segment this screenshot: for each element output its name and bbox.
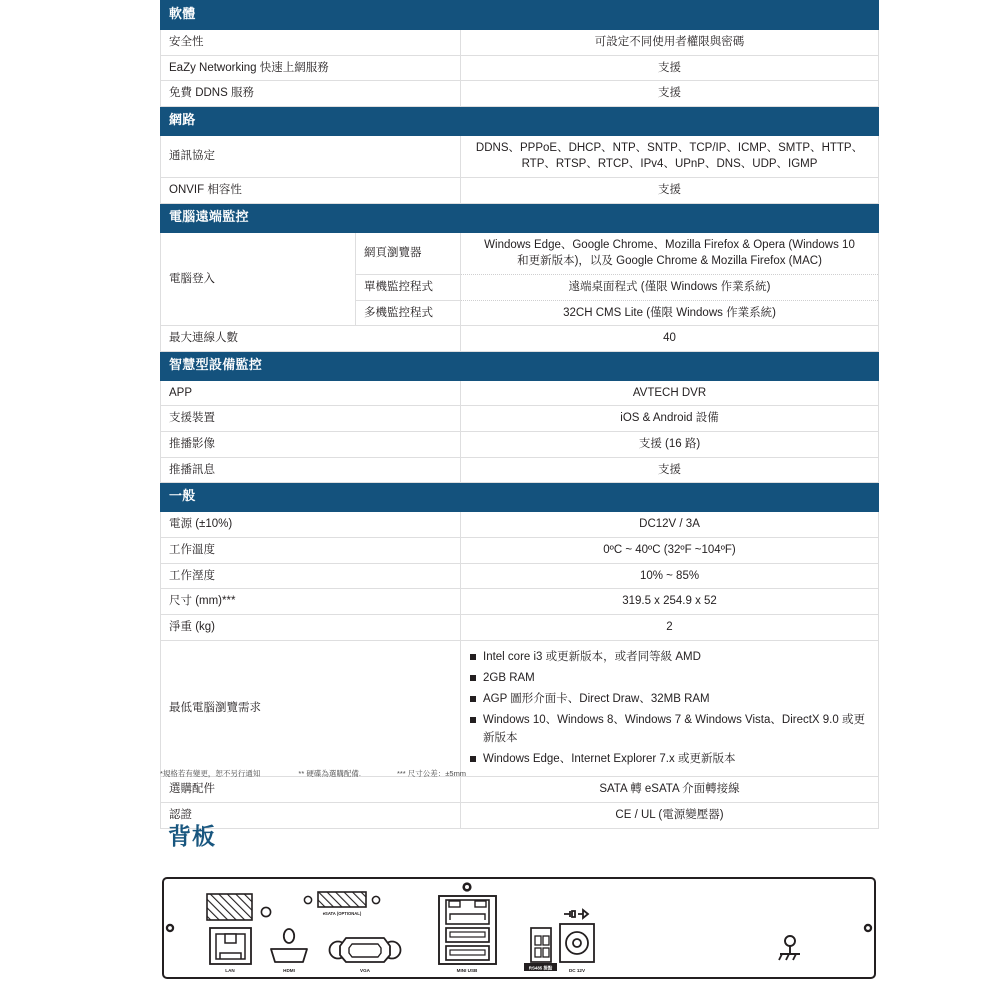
- list-item: Windows Edge、Internet Explorer 7.x 或更新版本: [469, 751, 870, 768]
- section-header-general: [161, 483, 879, 512]
- lan-port-icon: [210, 928, 251, 964]
- table-row: [161, 81, 879, 107]
- table-row: [161, 29, 879, 55]
- row-label: 工作溫度: [161, 537, 461, 563]
- row-value: 可設定不同使用者權限與密碼: [461, 29, 879, 55]
- table-row: [161, 432, 879, 458]
- row-label: 選購配件: [161, 777, 461, 803]
- row-value: SATA 轉 eSATA 介面轉接線: [461, 777, 879, 803]
- section-header-network: [161, 106, 879, 135]
- section-title: 電腦遠端監控: [161, 203, 879, 232]
- screw-hole-icon: [372, 896, 379, 903]
- row-label: 尺寸 (mm)***: [161, 589, 461, 615]
- row-value: 10% ~ 85%: [461, 563, 879, 589]
- row-label: ONVIF 相容性: [161, 178, 461, 204]
- table-row: [161, 380, 879, 406]
- row-value: [461, 135, 879, 177]
- table-row: [161, 777, 879, 803]
- screw-top-icon: [462, 882, 471, 891]
- dc-label: DC 12V: [568, 968, 586, 973]
- table-row: [161, 802, 879, 828]
- row-value: 支援: [461, 55, 879, 81]
- row-value: 支援 (16 路): [461, 432, 879, 458]
- list-item: 2GB RAM: [469, 670, 870, 687]
- table-row: [161, 589, 879, 615]
- sub-row-value: 32CH CMS Lite (僅限 Windows 作業系統): [461, 300, 879, 326]
- row-label: EaZy Networking 快速上網服務: [161, 55, 461, 81]
- row-label: APP: [161, 380, 461, 406]
- row-label-pc-login: 電腦登入: [161, 232, 356, 326]
- row-label: 推播訊息: [161, 457, 461, 483]
- row-value: 支援: [461, 81, 879, 107]
- list-item: AGP 圖形介面卡、Direct Draw、32MB RAM: [469, 691, 870, 708]
- row-label: 安全性: [161, 29, 461, 55]
- screw-hole-icon: [261, 907, 270, 916]
- row-value: 2: [461, 614, 879, 640]
- screw-hole-icon: [304, 896, 311, 903]
- row-value: 40: [461, 326, 879, 352]
- mount-screw-left-icon: [166, 924, 174, 932]
- row-label: 免費 DDNS 服務: [161, 81, 461, 107]
- browser-line-2: 和更新版本)，以及 Google Chrome & Mozilla Firefox (MAC): [517, 255, 822, 268]
- row-label: 推播影像: [161, 432, 461, 458]
- row-label: 電源 (±10%): [161, 512, 461, 538]
- footnote-1: *規格若有變更，恕不另行通知: [160, 769, 261, 778]
- row-value: 支援: [461, 457, 879, 483]
- table-row: [161, 406, 879, 432]
- table-row: [161, 178, 879, 204]
- row-label: 支援裝置: [161, 406, 461, 432]
- vga-label: VGA: [360, 968, 370, 973]
- row-value: 0ºC ~ 40ºC (32ºF ~104ºF): [461, 537, 879, 563]
- footnote-2: ** 硬碟為選購配備.: [298, 769, 361, 778]
- table-row: [161, 457, 879, 483]
- footnote-row: [160, 768, 880, 779]
- list-item: Windows 10、Windows 8、Windows 7 & Windows Vista、DirectX 9.0 或更新版本: [469, 712, 870, 747]
- row-value-requirements: [461, 640, 879, 777]
- row-value: CE / UL (電源變壓器): [461, 802, 879, 828]
- lan-label: LAN: [225, 968, 235, 973]
- section-title: 智慧型設備監控: [161, 351, 879, 380]
- row-label: 認證: [161, 802, 461, 828]
- table-row: [161, 563, 879, 589]
- section-header-software: [161, 1, 879, 30]
- esata-port-icon: [318, 892, 366, 907]
- browser-line-1: Windows Edge、Google Chrome、Mozilla Firefox & Opera (Windows 10: [484, 238, 855, 251]
- row-label: 最低電腦瀏覽需求: [161, 640, 461, 777]
- usb-label: MINI USB: [456, 968, 478, 973]
- usb-stack-icon: [439, 896, 496, 964]
- sub-row-label: 單機監控程式: [356, 274, 461, 300]
- row-label: 淨重 (kg): [161, 614, 461, 640]
- row-value: 319.5 x 254.9 x 52: [461, 589, 879, 615]
- row-label: 通訊協定: [161, 135, 461, 177]
- table-row: [161, 326, 879, 352]
- row-label: 工作溼度: [161, 563, 461, 589]
- rs485-label: RS485 接點: [528, 965, 553, 971]
- requirement-list: [469, 649, 870, 769]
- fan-vent-icon: [207, 894, 252, 920]
- table-row: [161, 232, 879, 274]
- section-title: 網路: [161, 106, 879, 135]
- row-value: AVTECH DVR: [461, 380, 879, 406]
- section-header-smart-device-monitoring: [161, 351, 879, 380]
- protocol-line-1: DDNS、PPPoE、DHCP、NTP、SNTP、TCP/IP、ICMP、SMTP、HTTP、: [475, 141, 864, 154]
- table-row-requirements: [161, 640, 879, 777]
- section-title: 一般: [161, 483, 879, 512]
- row-value: iOS & Android 設備: [461, 406, 879, 432]
- mount-screw-right-icon: [864, 924, 872, 932]
- sub-row-value: 遠端桌面程式 (僅限 Windows 作業系統): [461, 274, 879, 300]
- protocol-line-2: RTP、RTSP、RTCP、IPv4、UPnP、DNS、UDP、IGMP: [521, 158, 818, 171]
- row-label: 最大連線人數: [161, 326, 461, 352]
- table-row: [161, 537, 879, 563]
- hdmi-label: HDMI: [283, 968, 295, 973]
- back-panel-heading: 背板: [168, 823, 216, 849]
- section-title: 軟體: [161, 1, 879, 30]
- sub-row-label: 多機監控程式: [356, 300, 461, 326]
- table-row: [161, 614, 879, 640]
- section-header-pc-remote-monitoring: [161, 203, 879, 232]
- vga-port-icon: [330, 938, 401, 962]
- row-value: 支援: [461, 178, 879, 204]
- table-row: [161, 512, 879, 538]
- sub-row-value: [461, 232, 879, 274]
- esata-label: eSATA (OPTIONAL): [322, 911, 362, 916]
- specification-table-wrapper: [160, 0, 878, 829]
- table-row: [161, 135, 879, 177]
- table-row: [161, 55, 879, 81]
- sub-row-label: 網頁瀏覽器: [356, 232, 461, 274]
- list-item: Intel core i3 或更新版本，或者同等級 AMD: [469, 649, 870, 666]
- chassis-outline: [163, 878, 875, 978]
- specification-table: [160, 0, 879, 829]
- footnote-3: *** 尺寸公差：±5mm: [396, 769, 467, 778]
- back-panel-diagram: [160, 870, 880, 988]
- row-value: DC12V / 3A: [461, 512, 879, 538]
